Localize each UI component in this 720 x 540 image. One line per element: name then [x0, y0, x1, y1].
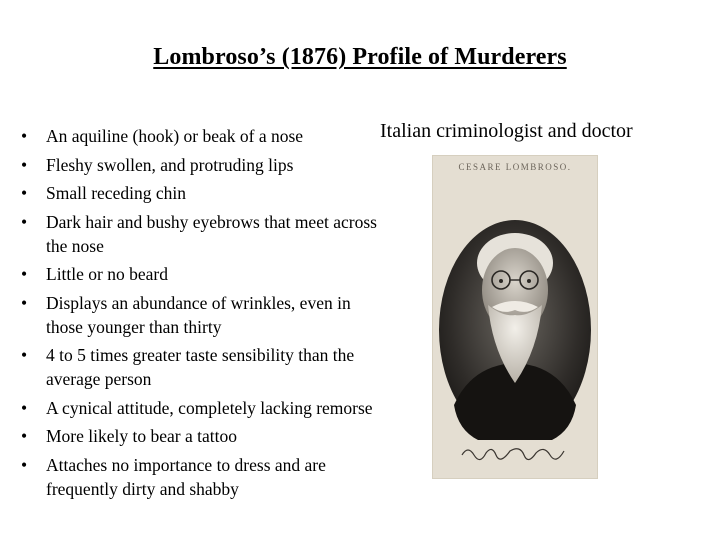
bullet-item: • An aquiline (hook) or beak of a nose — [18, 124, 378, 148]
bullet-item: • Dark hair and bushy eyebrows that meet across the nose — [18, 210, 378, 258]
slide-title: Lombroso’s (1876) Profile of Murderers — [153, 44, 567, 70]
portrait-caption: Italian criminologist and doctor — [380, 120, 633, 142]
bullet-list — [18, 124, 378, 505]
portrait-illustration — [432, 155, 598, 479]
bullet-item: • Attaches no importance to dress and are frequently dirty and shabby — [18, 453, 378, 501]
bullet-item: • Fleshy swollen, and protruding lips — [18, 153, 378, 177]
bullet-item: • Little or no beard — [18, 262, 378, 286]
bullet-item: • Small receding chin — [18, 181, 378, 205]
bullet-item: • Displays an abundance of wrinkles, even in those younger than thirty — [18, 291, 378, 339]
portrait-plate-name: CESARE LOMBROSO. — [458, 162, 572, 172]
signature-stroke — [462, 449, 564, 460]
bullet-item: • More likely to bear a tattoo — [18, 424, 378, 448]
bullet-item: • 4 to 5 times greater taste sensibility than the average person — [18, 343, 378, 391]
portrait-image — [432, 155, 598, 479]
bullet-item: • A cynical attitude, completely lacking remorse — [18, 396, 378, 420]
